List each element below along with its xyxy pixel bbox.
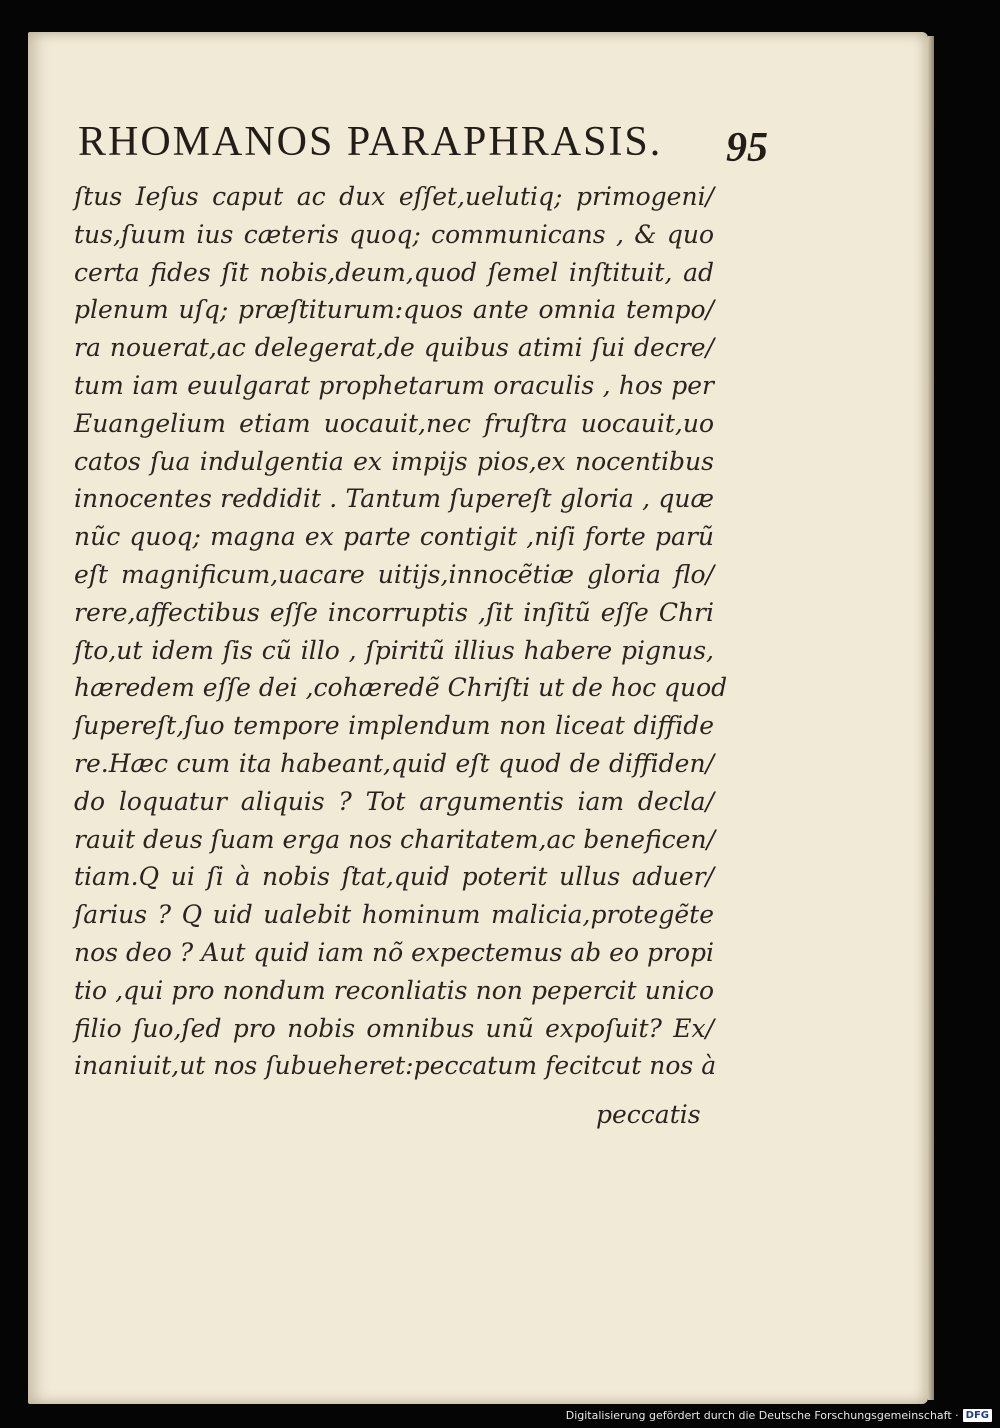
text-line: certa fides ſit nobis,deum,quod ſemel inſtituit, ad — [74, 257, 714, 287]
digitization-credit — [566, 1409, 992, 1422]
text-line: ſupereſt,ſuo tempore implendum non liceat diffide — [74, 711, 714, 741]
text-line: re.Hæc cum ita habeant,quid eſt quod de diffiden/ — [74, 748, 714, 778]
text-line: ſarius ? Q uid ualebit hominum malicia,protegẽte — [74, 900, 714, 930]
text-line: catos ſua indulgentia ex impijs pios,ex nocentibus — [74, 446, 714, 476]
catchword: peccatis — [596, 1100, 701, 1129]
text-line: eſt magnificum,uacare uitijs,innocẽtiæ gloria flo/ — [74, 559, 714, 589]
text-line: nos deo ? Aut quid iam nõ expectemus ab eo propi — [74, 937, 714, 967]
text-line: Euangelium etiam uocauit,nec fruſtra uocauit,uo — [74, 408, 714, 438]
text-line: ſtus Ieſus caput ac dux eſſet,uelutiq; primogeni/ — [74, 182, 714, 211]
text-line: rere,affectibus eſſe incorruptis ,ſit inſitũ eſſe Chri — [74, 597, 714, 627]
credit-text: Digitalisierung gefördert durch die Deutsche Forschungsgemeinschaft · — [565, 1409, 959, 1422]
text-line: ra nouerat,ac delegerat,de quibus atimi ſui decre/ — [74, 333, 714, 363]
text-line: plenum uſq; præſtiturum:quos ante omnia tempo/ — [74, 295, 714, 325]
running-head: RHOMANOS PARAPHRASIS. — [78, 119, 663, 165]
page-edge — [928, 36, 934, 1400]
text-line: inaniuit,ut nos ſubueheret:peccatum fecitcut nos à — [74, 1051, 717, 1081]
text-line: tum iam euulgarat prophetarum oraculis , hos per — [74, 370, 714, 400]
text-line: tus,ſuum ius cæteris quoq; communicans , & quo — [74, 219, 714, 249]
text-line: nũc quoq; magna ex parte contigit ,niſi forte parũ — [74, 522, 714, 552]
dfg-logo: DFG — [963, 1409, 992, 1422]
text-line: tio ,qui pro nondum reconliatis non pepercit unico — [74, 975, 714, 1005]
text-line: rauit deus ſuam erga nos charitatem,ac beneficen/ — [74, 824, 716, 854]
text-line: ſto,ut idem ſis cũ illo , ſpiritũ illius habere pignus, — [74, 635, 714, 665]
body-text — [74, 178, 728, 1085]
text-line: do loquatur aliquis ? Tot argumentis iam decla/ — [74, 786, 714, 816]
text-line: hæredem eſſe dei ,cohæredẽ Chriſti ut de hoc quod — [74, 673, 728, 703]
text-line: innocentes reddidit . Tantum ſupereſt gloria , quæ — [74, 484, 714, 514]
page-number: 95 — [726, 125, 768, 171]
text-line: filio ſuo,ſed pro nobis omnibus unũ expoſuit? Ex/ — [74, 1013, 714, 1043]
text-line: tiam.Q ui ſi à nobis ſtat,quid poterit ullus aduer/ — [74, 862, 714, 892]
